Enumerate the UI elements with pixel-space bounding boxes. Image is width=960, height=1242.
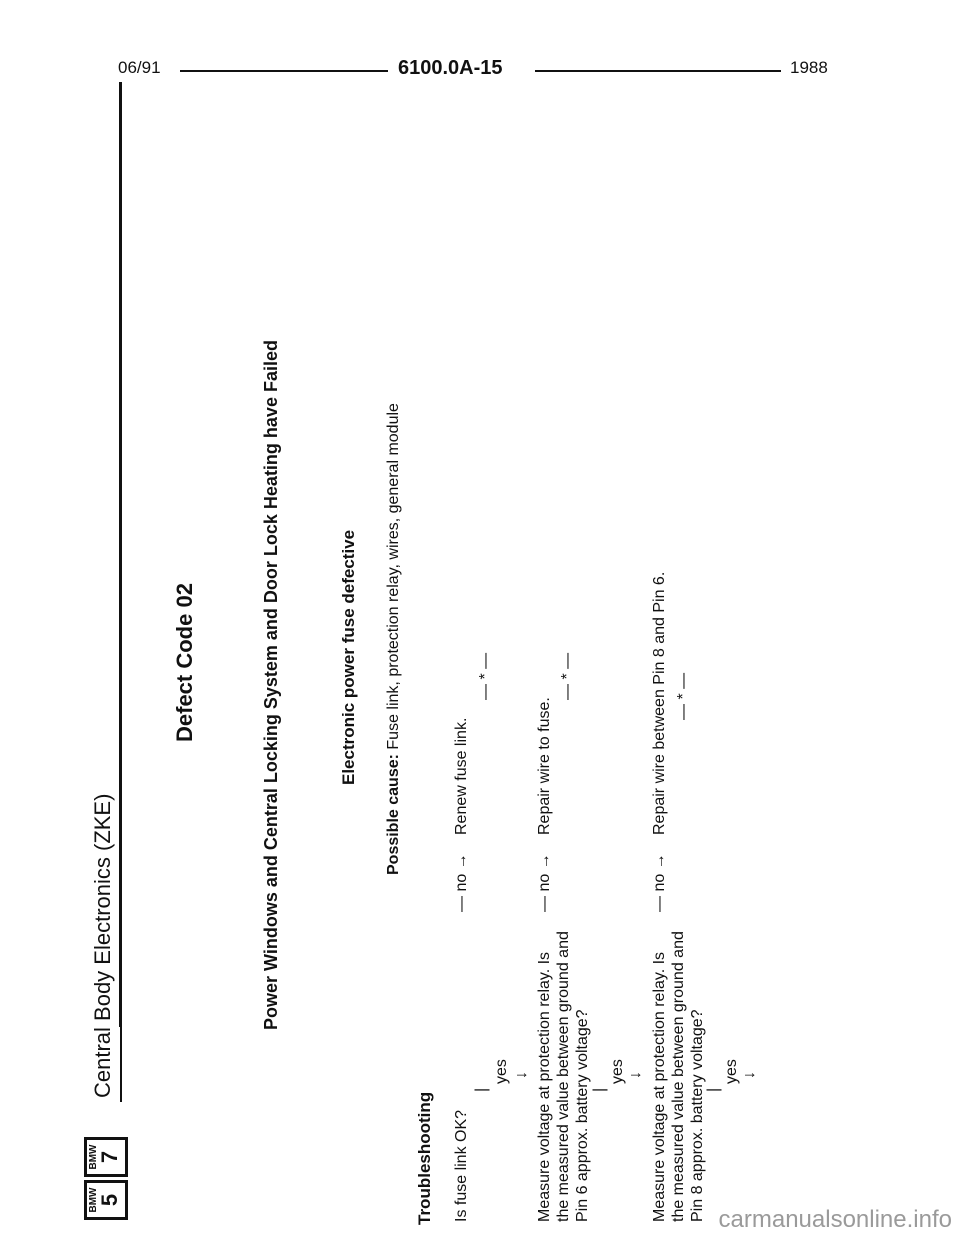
step1-pipe: | [473, 1087, 490, 1092]
step3-no-arrow: — no → [651, 853, 668, 912]
header-date: 06/91 [118, 58, 161, 77]
bmw-7-series-logo: BMW 7 [84, 1137, 128, 1177]
step3-action: Repair wire between Pin 8 and Pin 6. [651, 571, 668, 835]
step2-end-mark: — * — [559, 652, 576, 700]
watermark: carmanualsonline.info [718, 1206, 952, 1233]
rotated-content [80, 57, 780, 1225]
step3-question-line2: the measured value between ground and [670, 931, 687, 1222]
defect-code-title: Defect Code 02 [172, 583, 197, 742]
step3-yes: yes [723, 1059, 740, 1084]
step3-pipe: | [705, 1087, 722, 1092]
troubleshooting-heading: Troubleshooting [415, 1091, 434, 1225]
step1-question: Is fuse link OK? [453, 1109, 470, 1222]
step1-no-arrow: — no → [453, 853, 470, 912]
system-title-underline [120, 762, 122, 1102]
step1-down-arrow: ↓ [513, 1071, 530, 1079]
step2-yes: yes [609, 1059, 626, 1084]
step3-question-line3: Pin 8 approx. battery voltage? [689, 1009, 706, 1222]
step1-end-mark: — * — [477, 652, 494, 700]
step1-yes: yes [493, 1059, 510, 1084]
step2-action: Repair wire to fuse. [536, 697, 553, 835]
step3-end-mark: — * — [675, 672, 692, 720]
bmw-series-logos [84, 1134, 128, 1220]
possible-cause-line [384, 403, 403, 875]
step3-question-line1: Measure voltage at protection relay. Is [651, 951, 668, 1222]
step1-action: Renew fuse link. [453, 717, 470, 835]
step2-question-line2: the measured value between ground and [555, 931, 572, 1222]
system-title: Central Body Electronics (ZKE) [90, 793, 115, 1098]
possible-cause-label: Possible cause: [385, 754, 402, 875]
step2-question-line1: Measure voltage at protection relay. Is [536, 951, 553, 1222]
possible-cause-text: Fuse link, protection relay, wires, general module [385, 403, 402, 750]
step2-question-line3: Pin 6 approx. battery voltage? [574, 1009, 591, 1222]
header-doc-number: 6100.0A-15 [398, 57, 503, 79]
step2-no-arrow: — no → [536, 853, 553, 912]
failure-title: Power Windows and Central Locking System and Door Lock Heating have Failed [261, 340, 281, 1030]
fault-title: Electronic power fuse defective [339, 529, 358, 785]
step2-down-arrow: ↓ [627, 1071, 644, 1079]
header-year: 1988 [790, 58, 828, 77]
bmw-5-series-logo: BMW 5 [84, 1180, 128, 1220]
step3-down-arrow: ↓ [741, 1071, 758, 1079]
step2-pipe: | [591, 1087, 608, 1092]
